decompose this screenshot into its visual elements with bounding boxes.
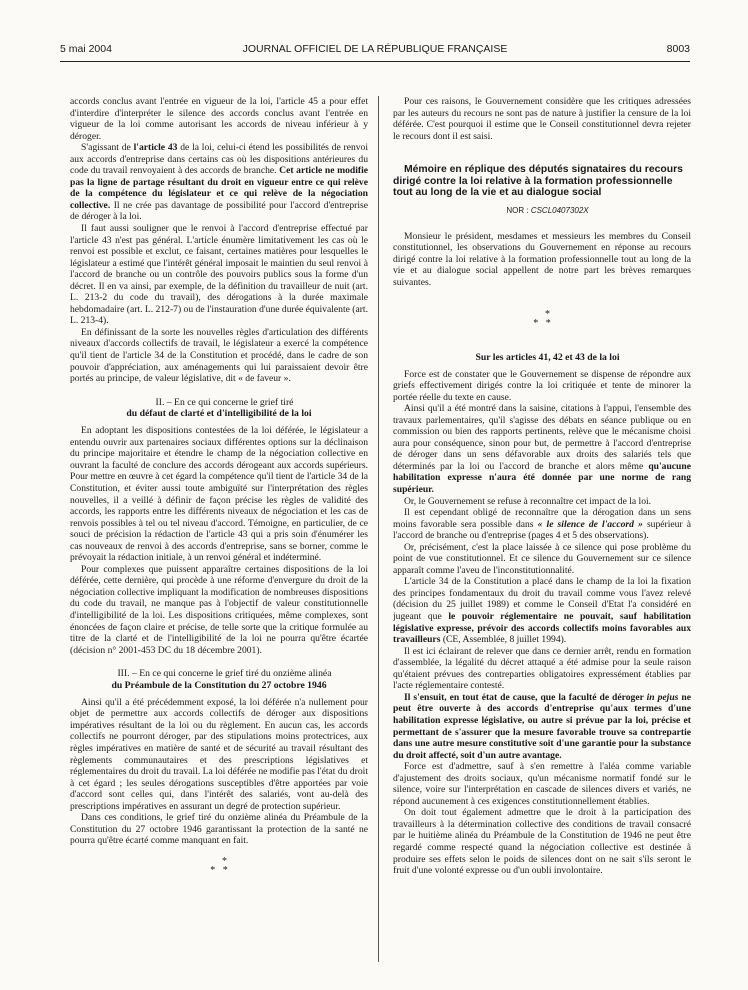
paragraph: Dans ces conditions, le grief tiré du onzième alinéa du Préambule de la Constitution du 27 octobre 1946 garantissant la protection de la santé ne pourra qu'être écarté comme manquant en fait. (70, 812, 368, 847)
paragraph: Force est de constater que le Gouvernement se dispense de répondre aux griefs effectivement dirigés contre la loi critiquée et tente de minorer la portée réelle du texte en cause. (393, 368, 691, 403)
journal-title: JOURNAL OFFICIEL DE LA RÉPUBLIQUE FRANÇAISE (242, 43, 508, 55)
header-rule (60, 61, 690, 62)
issue-date: 5 mai 2004 (60, 43, 112, 55)
paragraph: Ainsi qu'il a été précédemment exposé, la loi déférée n'a nullement pour objet de permettre aux accords collectifs de déroger aux dispositions impératives résultant de la loi ou du règlement. En aucun cas, les accords collectifs ne pourront déroger, par des stipulations moins protectrices, aux règles impératives en matière de santé et de sécurité au travail résultant des règlements communautaires et des prescriptions législatives et réglementaires du droit du travail. La loi déférée ne modifie pas l'état du droit à cet égard ; les seules dérogations susceptibles d'être apportées par voie d'accord sont celles qui, dans l'intérêt des salariés, vont au-delà des prescriptions impératives en assurant un degré de protection supérieur. (70, 696, 368, 812)
section-heading-iii: III. – En ce qui concerne le grief tiré du onzième alinéa du Préambule de la Constitution du 27 octobre 1946 (111, 668, 332, 691)
section-separator-stars: * * * (533, 309, 551, 330)
paragraph: Or, le Gouvernement se refuse à reconnaître cet impact de la loi. (404, 495, 652, 507)
paragraph: En définissant de la sorte les nouvelles règles d'articulation des différents niveaux d'accords collectifs de travail, le législateur a exercé la compétence qu'il tient de l'article 34 de la Constitution et procédé, dans le cadre de son pouvoir d'appréciation, aux aménagements qui lui paraissaient devoir être portés au principe, de valeur législative, dit « de faveur ». (70, 326, 368, 385)
paragraph-bold: Il s'ensuit, en tout état de cause, que la faculté de déroger in pejus ne peut être ouverte à des accords d'entreprise qu'aux termes d'une habilitation expresse législative, ou autre si prévue par la loi, précise et permettant de s'assurer que la mesure favorable trouve sa contrepartie dans une autre mesure constitutive soit d'une garantie pour la substance du droit affecté, soit d'un autre avantage. (393, 691, 691, 761)
section-heading-ii: II. – En ce qui concerne le grief tiré du défaut de clarté et d'intelligibilité de la loi (126, 396, 312, 419)
memoire-title: Mémoire en réplique des députés signataires du recours dirigé contre la loi relative à la formation professionnelle tout au long de la vie et au dialogue social (393, 164, 683, 199)
paragraph: Pour complexes que puissent apparaître certaines dispositions de la loi déférée, cette dernière, qui procède à une réforme d'envergure du droit de la négociation collective impliquant la modification de nombreuses dispositions du code du travail, ne manque pas à l'objectif de valeur constitutionnelle d'intelligibilité de la loi. Les dispositions critiquées, même complexes, sont énoncées de façon claire et précise, de telle sorte que la critique formulée au titre de la clarté et de l'intelligibilité de la loi ne pourra qu'être écartée (décision n° 2001-453 DC du 18 décembre 2001). (70, 563, 368, 656)
section-separator-stars: * * * (210, 855, 228, 876)
paragraph: On doit tout également admettre que le droit à la participation des travailleurs à la détermination collective des conditions de travail consacré par le huitième alinéa du Préambule de la Constitution de 1946 ne peut être regardé comme respecté quand la négociation collective est destinée à produire ses effets selon le poids de silences dont on ne sait s'ils seront le fruit d'une volonté expresse ou d'un oubli involontaire. (393, 807, 691, 877)
paragraph: Ainsi qu'il a été montré dans la saisine, citations à l'appui, l'ensemble des travaux parlementaires, qu'il s'agisse des débats en séance publique ou en commission ou bien des rapports pertinents, relève que le mécanisme choisi aura pour conséquence, sinon pour but, de permettre à l'accord d'entreprise de déroger dans un sens défavorable aux droits des salariés tels que déterminés par la loi ou l'accord de branche et alors même qu'aucune habilitation expresse n'aura été donnée par une norme de rang supérieur. (393, 403, 691, 496)
paragraph: En adoptant les dispositions contestées de la loi déférée, le législateur a entendu ouvrir aux partenaires sociaux différentes options sur la déclinaison du principe majoritaire et étendre le champ de la négociation collective en ouvrant la faculté de conclure des accords dérogeant aux accords supérieurs. Pour mettre en œuvre à cet égard la compétence qu'il tient de l'article 34 de la Constitution, et éviter aussi toute ambiguïté sur l'interprétation des règles nouvelles, il a veillé à définir de façon précise les règles de validité des accords, les rapports entre les différents niveaux de négociation et les cas de renvois possibles à tel ou tel niveau d'accord. Témoigne, en particulier, de ce souci de précision la rédaction de l'article 43 qui a pris soin d'énumérer les cas nouveaux de renvoi à des accords d'entreprise, sans se borner, comme le prévoyait la rédaction initiale, à un renvoi général et indéterminé. (70, 425, 368, 564)
page-number: 8003 (666, 43, 690, 55)
paragraph: L'article 34 de la Constitution a placé dans le champ de la loi la fixation des principes fondamentaux du droit du travail comme vous l'avez relevé (décision du 25 juillet 1989) et comme le Conseil d'Etat l'a considéré en jugeant que le pouvoir réglementaire ne pouvait, sauf habilitation législative expresse, prévoir des accords collectifs moins favorables aux travailleurs (CE, Assemblée, 8 juillet 1994). (393, 576, 691, 646)
paragraph: accords conclus avant l'entrée en vigueur de la loi, l'article 45 a pour effet d'interdire d'interpréter le silence des accords conclus avant l'entrée en vigueur de la loi comme autorisant les accords de niveau inférieur à y déroger. (70, 96, 368, 142)
paragraph: Or, précisément, c'est la place laissée à ce silence qui pose problème du point de vue constitutionnel. Et ce silence du Gouvernement sur ce silence apparaît comme l'aveu de l'inconstitutionnalité. (393, 541, 691, 576)
column-divider (378, 96, 379, 962)
paragraph-article-43: S'agissant de l'article 43 de la loi, celui-ci étend les possibilités de renvoi aux accords d'entreprise dans certains cas où les dispositions antérieures du code du travail renvoyaient à des accords de branche. Cet article ne modifie pas la ligne de partage résultant du droit en vigueur entre ce qui relève de la compétence du législateur et ce qui relève de la négociation collective. Il ne crée pas davantage de possibilité pour l'accord d'entreprise de déroger à la loi. (70, 142, 368, 223)
paragraph: Il est ici éclairant de relever que dans ce dernier arrêt, rendu en formation d'assemblée, la légalité du décret attaqué a été admise pour la seule raison qu'étaient prévues des contreparties obligatoires expressément établies par l'acte réglementaire contesté. (393, 645, 691, 692)
page-header (60, 43, 690, 59)
right-column (393, 96, 691, 976)
paragraph: Il faut aussi souligner que le renvoi à l'accord d'entreprise effectué par l'article 43 n'est pas général. L'article énumère limitativement les cas où le renvoi est possible et exclut, ce faisant, certaines matières pour lesquelles le législateur a estimé que l'intérêt général imposait le maintien du seul renvoi à l'accord de branche ou un contrôle des pouvoirs publics sous la forme d'un décret. Il en va ainsi, par exemple, de la définition du travailleur de nuit (art. L. 213-2 du code du travail), des dérogations à la durée maximale hebdomadaire (art. L. 212-7) ou de l'instauration d'une durée équivalente (art. L. 213-4). (70, 223, 368, 327)
section-heading-articles: Sur les articles 41, 42 et 43 de la loi (475, 352, 620, 364)
paragraph: Force est d'admettre, sauf à s'en remettre à l'aléa comme variable d'ajustement des droits sociaux, qu'un mécanisme normatif fondé sur le silence, voire sur l'interprétation en cascade de silences divers et variés, ne répond aucunement à ces exigences constitutionnellement établies. (393, 761, 691, 807)
paragraph: Il est cependant obligé de reconnaître que la dérogation dans un sens moins favorable sera possible dans « le silence de l'accord » supérieur à l'accord de branche ou d'entreprise (pages 4 et 5 des observations). (393, 507, 691, 542)
left-column (70, 96, 368, 966)
paragraph: Monsieur le président, mesdames et messieurs les membres du Conseil constitutionnel, les observations du Gouvernement en réponse au recours dirigé contre la loi relative à la formation professionnelle tout au long de la vie et au dialogue social appellent de notre part les brèves remarques suivantes. (393, 230, 691, 288)
paragraph: Pour ces raisons, le Gouvernement considère que les critiques adressées par les auteurs du recours ne sont pas de nature à justifier la censure de la loi déférée. C'est pourquoi il estime que le Conseil constitutionnel devra rejeter le recours dont il est saisi. (393, 96, 691, 142)
nor-reference: NOR : CSCL0407302X (506, 205, 589, 215)
